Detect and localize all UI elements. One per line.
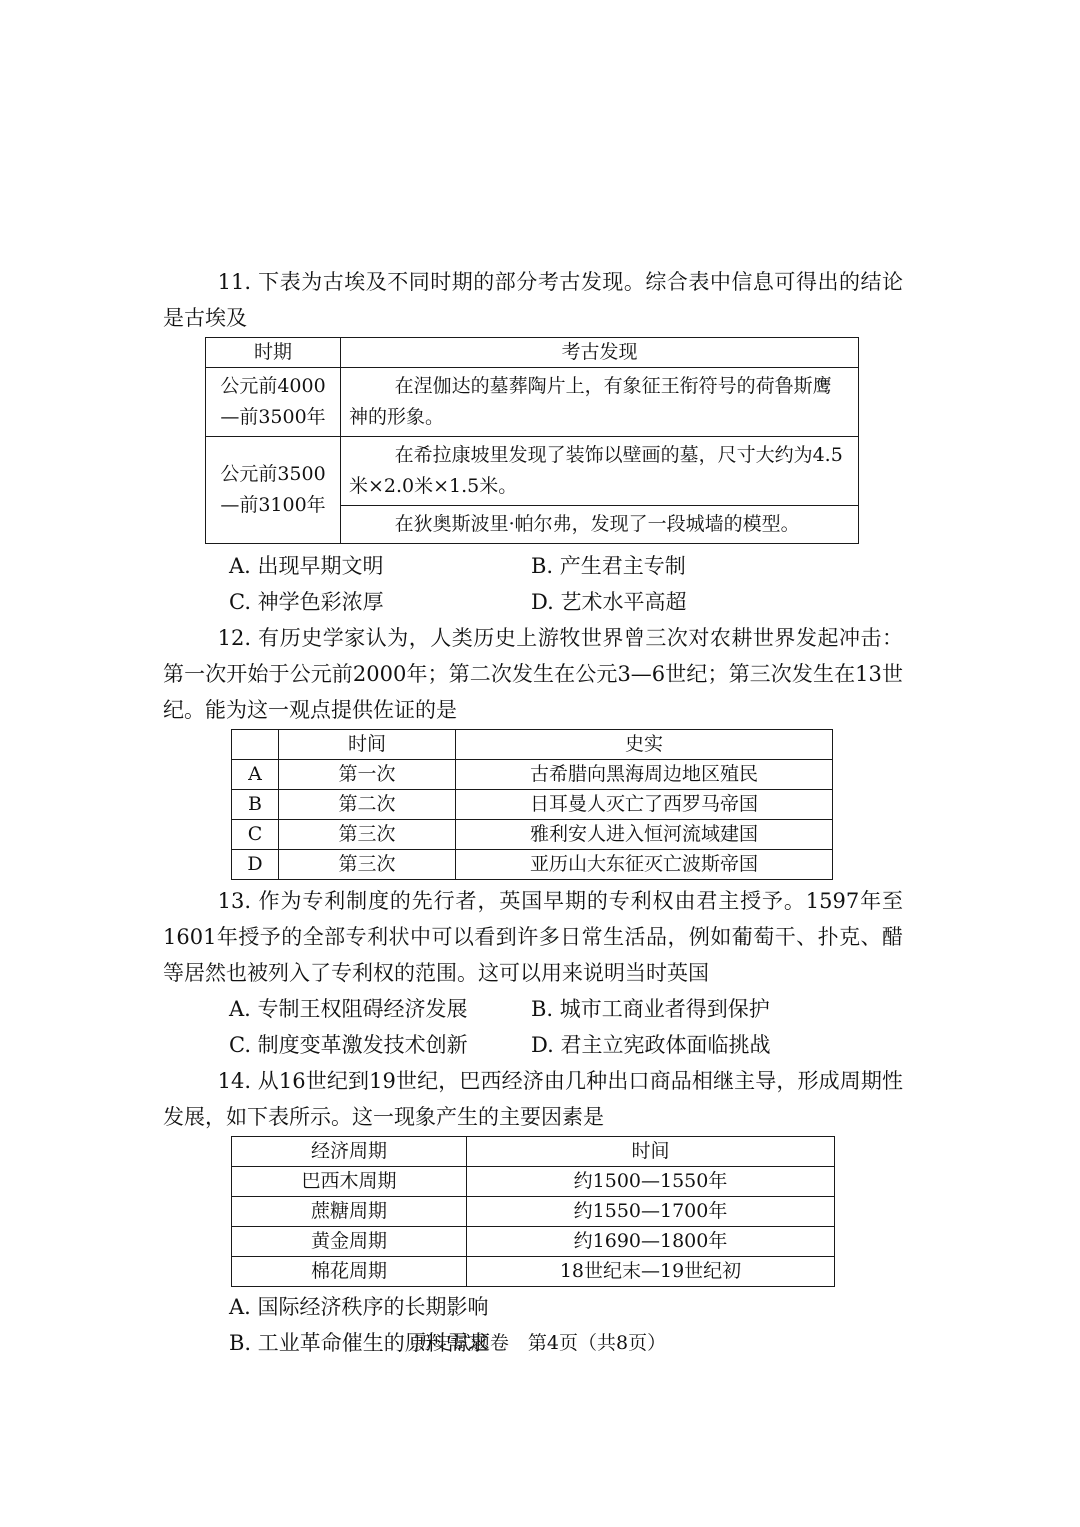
option-key-cell: B xyxy=(232,790,279,820)
finding-cell xyxy=(341,437,859,506)
time-cell: 18世纪末—19世纪初 xyxy=(467,1257,835,1287)
option-a: A. 专制王权阻碍经济发展 xyxy=(229,997,468,1021)
question-13-options xyxy=(229,991,903,1063)
time-cell: 第三次 xyxy=(279,850,456,880)
table-header-row xyxy=(206,338,859,368)
question-12-table xyxy=(231,729,833,880)
table-row xyxy=(232,1257,835,1287)
time-cell: 第三次 xyxy=(279,820,456,850)
option-key-cell: A xyxy=(232,760,279,790)
option-c: C. 制度变革激发技术创新 xyxy=(229,1033,468,1057)
time-cell: 约1550—1700年 xyxy=(467,1197,835,1227)
fact-cell: 雅利安人进入恒河流域建国 xyxy=(456,820,833,850)
table-header-cell: 时间 xyxy=(279,730,456,760)
table-row xyxy=(232,820,833,850)
option-d: D. 艺术水平高超 xyxy=(531,590,687,614)
option-c: C. 神学色彩浓厚 xyxy=(229,590,384,614)
table-row xyxy=(232,1167,835,1197)
option-b: B. 产生君主专制 xyxy=(531,554,686,578)
question-11-table xyxy=(205,337,859,544)
cycle-cell: 黄金周期 xyxy=(232,1227,467,1257)
table-header-row xyxy=(232,1137,835,1167)
option-key-cell: C xyxy=(232,820,279,850)
finding-text: 在希拉康坡里发现了装饰以壁画的墓，尺寸大约为4.5米×2.0米×1.5米。 xyxy=(349,444,843,497)
question-14 xyxy=(163,1063,903,1361)
question-11-options xyxy=(229,548,903,620)
question-11 xyxy=(163,264,903,620)
time-cell: 约1690—1800年 xyxy=(467,1227,835,1257)
table-row xyxy=(206,437,859,506)
fact-cell: 古希腊向黑海周边地区殖民 xyxy=(456,760,833,790)
finding-cell xyxy=(341,368,859,437)
fact-cell: 日耳曼人灭亡了西罗马帝国 xyxy=(456,790,833,820)
question-11-stem: 11. 下表为古埃及不同时期的部分考古发现。综合表中信息可得出的结论是古埃及 xyxy=(163,270,903,330)
period-cell: 公元前4000—前3500年 xyxy=(206,368,341,437)
time-cell: 第二次 xyxy=(279,790,456,820)
table-header-cell: 史实 xyxy=(456,730,833,760)
table-row xyxy=(206,368,859,437)
table-row xyxy=(232,1227,835,1257)
period-cell: 公元前3500—前3100年 xyxy=(206,437,341,544)
option-a: A. 出现早期文明 xyxy=(229,554,384,578)
question-14-table xyxy=(231,1136,835,1287)
exam-content xyxy=(163,264,903,1361)
table-header-row xyxy=(232,730,833,760)
cycle-cell: 棉花周期 xyxy=(232,1257,467,1287)
option-b: B. 城市工商业者得到保护 xyxy=(531,997,770,1021)
finding-text: 在涅伽达的墓葬陶片上，有象征王衔符号的荷鲁斯鹰神的形象。 xyxy=(349,375,832,428)
question-12-stem: 12. 有历史学家认为，人类历史上游牧世界曾三次对农耕世界发起冲击：第一次开始于公元前2000年；第二次发生在公元3—6世纪；第三次发生在13世纪。能为这一观点提供佐证的是 xyxy=(163,626,903,722)
table-header-cell: 考古发现 xyxy=(341,338,859,368)
question-13-stem: 13. 作为专利制度的先行者，英国早期的专利权由君主授予。1597年至1601年授予的全部专利状中可以看到许多日常生活品，例如葡萄干、扑克、醋等居然也被列入了专利权的范围。这可以用来说明当时英国 xyxy=(163,889,903,985)
finding-cell xyxy=(341,506,859,544)
table-row xyxy=(232,760,833,790)
option-b: B. 工业革命催生的原料需求 xyxy=(229,1331,489,1355)
fact-cell: 亚历山大东征灭亡波斯帝国 xyxy=(456,850,833,880)
cycle-cell: 蔗糖周期 xyxy=(232,1197,467,1227)
cycle-cell: 巴西木周期 xyxy=(232,1167,467,1197)
option-key-cell: D xyxy=(232,850,279,880)
table-header-cell: 经济周期 xyxy=(232,1137,467,1167)
table-row xyxy=(232,1197,835,1227)
page-footer: 历史试题卷 第4页（共8页） xyxy=(413,1332,667,1354)
question-13 xyxy=(163,883,903,1063)
question-14-stem: 14. 从16世纪到19世纪，巴西经济由几种出口商品相继主导，形成周期性发展，如下表所示。这一现象产生的主要因素是 xyxy=(163,1069,903,1129)
table-header-cell: 时间 xyxy=(467,1137,835,1167)
time-cell: 第一次 xyxy=(279,760,456,790)
option-a: A. 国际经济秩序的长期影响 xyxy=(229,1295,489,1319)
finding-text: 在狄奥斯波里·帕尔弗，发现了一段城墙的模型。 xyxy=(394,513,800,535)
time-cell: 约1500—1550年 xyxy=(467,1167,835,1197)
option-d: D. 君主立宪政体面临挑战 xyxy=(531,1033,771,1057)
table-header-cell xyxy=(232,730,279,760)
question-12 xyxy=(163,620,903,880)
table-header-cell: 时期 xyxy=(206,338,341,368)
table-row xyxy=(232,790,833,820)
table-row xyxy=(232,850,833,880)
